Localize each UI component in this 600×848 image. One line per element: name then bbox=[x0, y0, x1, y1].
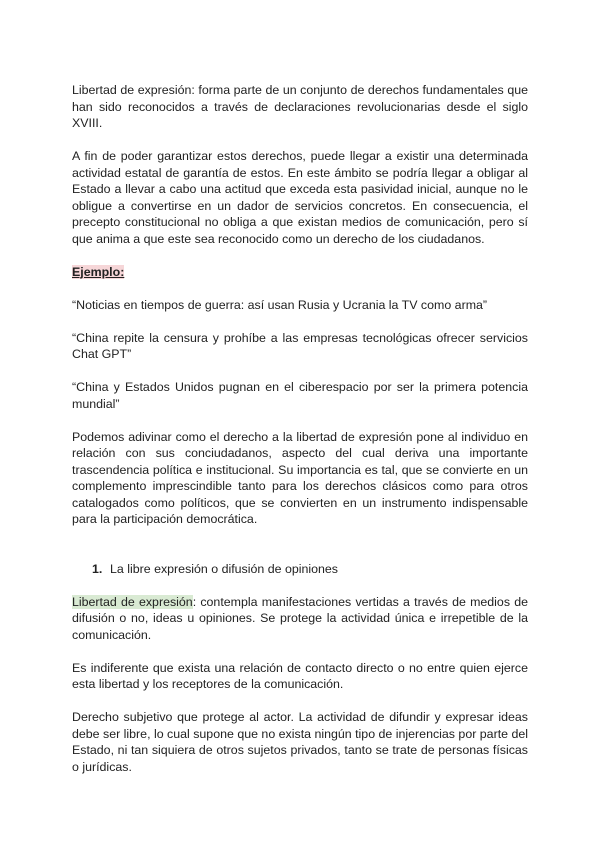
highlighted-term: Libertad de expresión bbox=[72, 594, 193, 609]
example-heading-line bbox=[72, 264, 528, 281]
paragraph-freedom-expression bbox=[72, 594, 528, 644]
section-title: La libre expresión o difusión de opiniones bbox=[110, 561, 339, 576]
paragraph-freedom-expression-text: : contempla manifestaciones vertidas a través de medios de difusión o no, ideas u opiniones. Se protege la actividad única e irrepetible de la comunicación. bbox=[72, 594, 529, 642]
example-heading: Ejemplo: bbox=[72, 264, 125, 279]
example-quote-1: “Noticias en tiempos de guerra: así usan Rusia y Ucrania la TV como arma” bbox=[72, 297, 488, 312]
paragraph-political-relevance: Podemos adivinar como el derecho a la libertad de expresión pone al individuo en relación con sus conciudadanos, aspecto del cual deriva una importante trascendencia política e institucional. Su importancia es tal, que se convierte en un complemento imprescindible tanto para los derechos clásicos como para otros catalogados como políticos, que se convierten en un instrumento indispensable para la participación democrática. bbox=[72, 429, 528, 526]
section-heading bbox=[72, 561, 528, 578]
example-quote-2: “China repite la censura y prohíbe a las empresas tecnológicas ofrecer servicios Chat GPT” bbox=[72, 330, 528, 361]
paragraph-subjective-right: Derecho subjetivo que protege al actor. La actividad de difundir y expresar ideas debe ser libre, lo cual supone que no exista ningún tipo de injerencias por parte del Estado, ni tan siquiera de otros sujetos privados, tanto se trate de personas físicas o jurídicas. bbox=[72, 710, 529, 774]
paragraph-definition: Libertad de expresión: forma parte de un conjunto de derechos fundamentales que han sido reconocidos a través de declaraciones revolucionarias desde el siglo XVIII. bbox=[72, 83, 528, 130]
section-number: 1. bbox=[92, 561, 103, 576]
document-page bbox=[72, 82, 528, 775]
paragraph-direct-contact: Es indiferente que exista una relación de contacto directo o no entre quien ejerce esta libertad y los receptores de la comunicación. bbox=[72, 660, 528, 691]
paragraph-state-guarantee: A fin de poder garantizar estos derechos, puede llegar a existir una determinada actividad estatal de garantía de estos. En este ámbito se podría llegar a obligar al Estado a llevar a cabo una actitud que exceda esta pasividad inicial, aunque no le obligue a convertirse en un dador de servicios concretos. En consecuencia, el precepto constitucional no obliga a que existan medios de comunicación, pero sí que anima a que este sea reconocido como un derecho de los ciudadanos. bbox=[72, 149, 528, 246]
example-quote-3: “China y Estados Unidos pugnan en el ciberespacio por ser la primera potencia mundial” bbox=[72, 380, 528, 411]
